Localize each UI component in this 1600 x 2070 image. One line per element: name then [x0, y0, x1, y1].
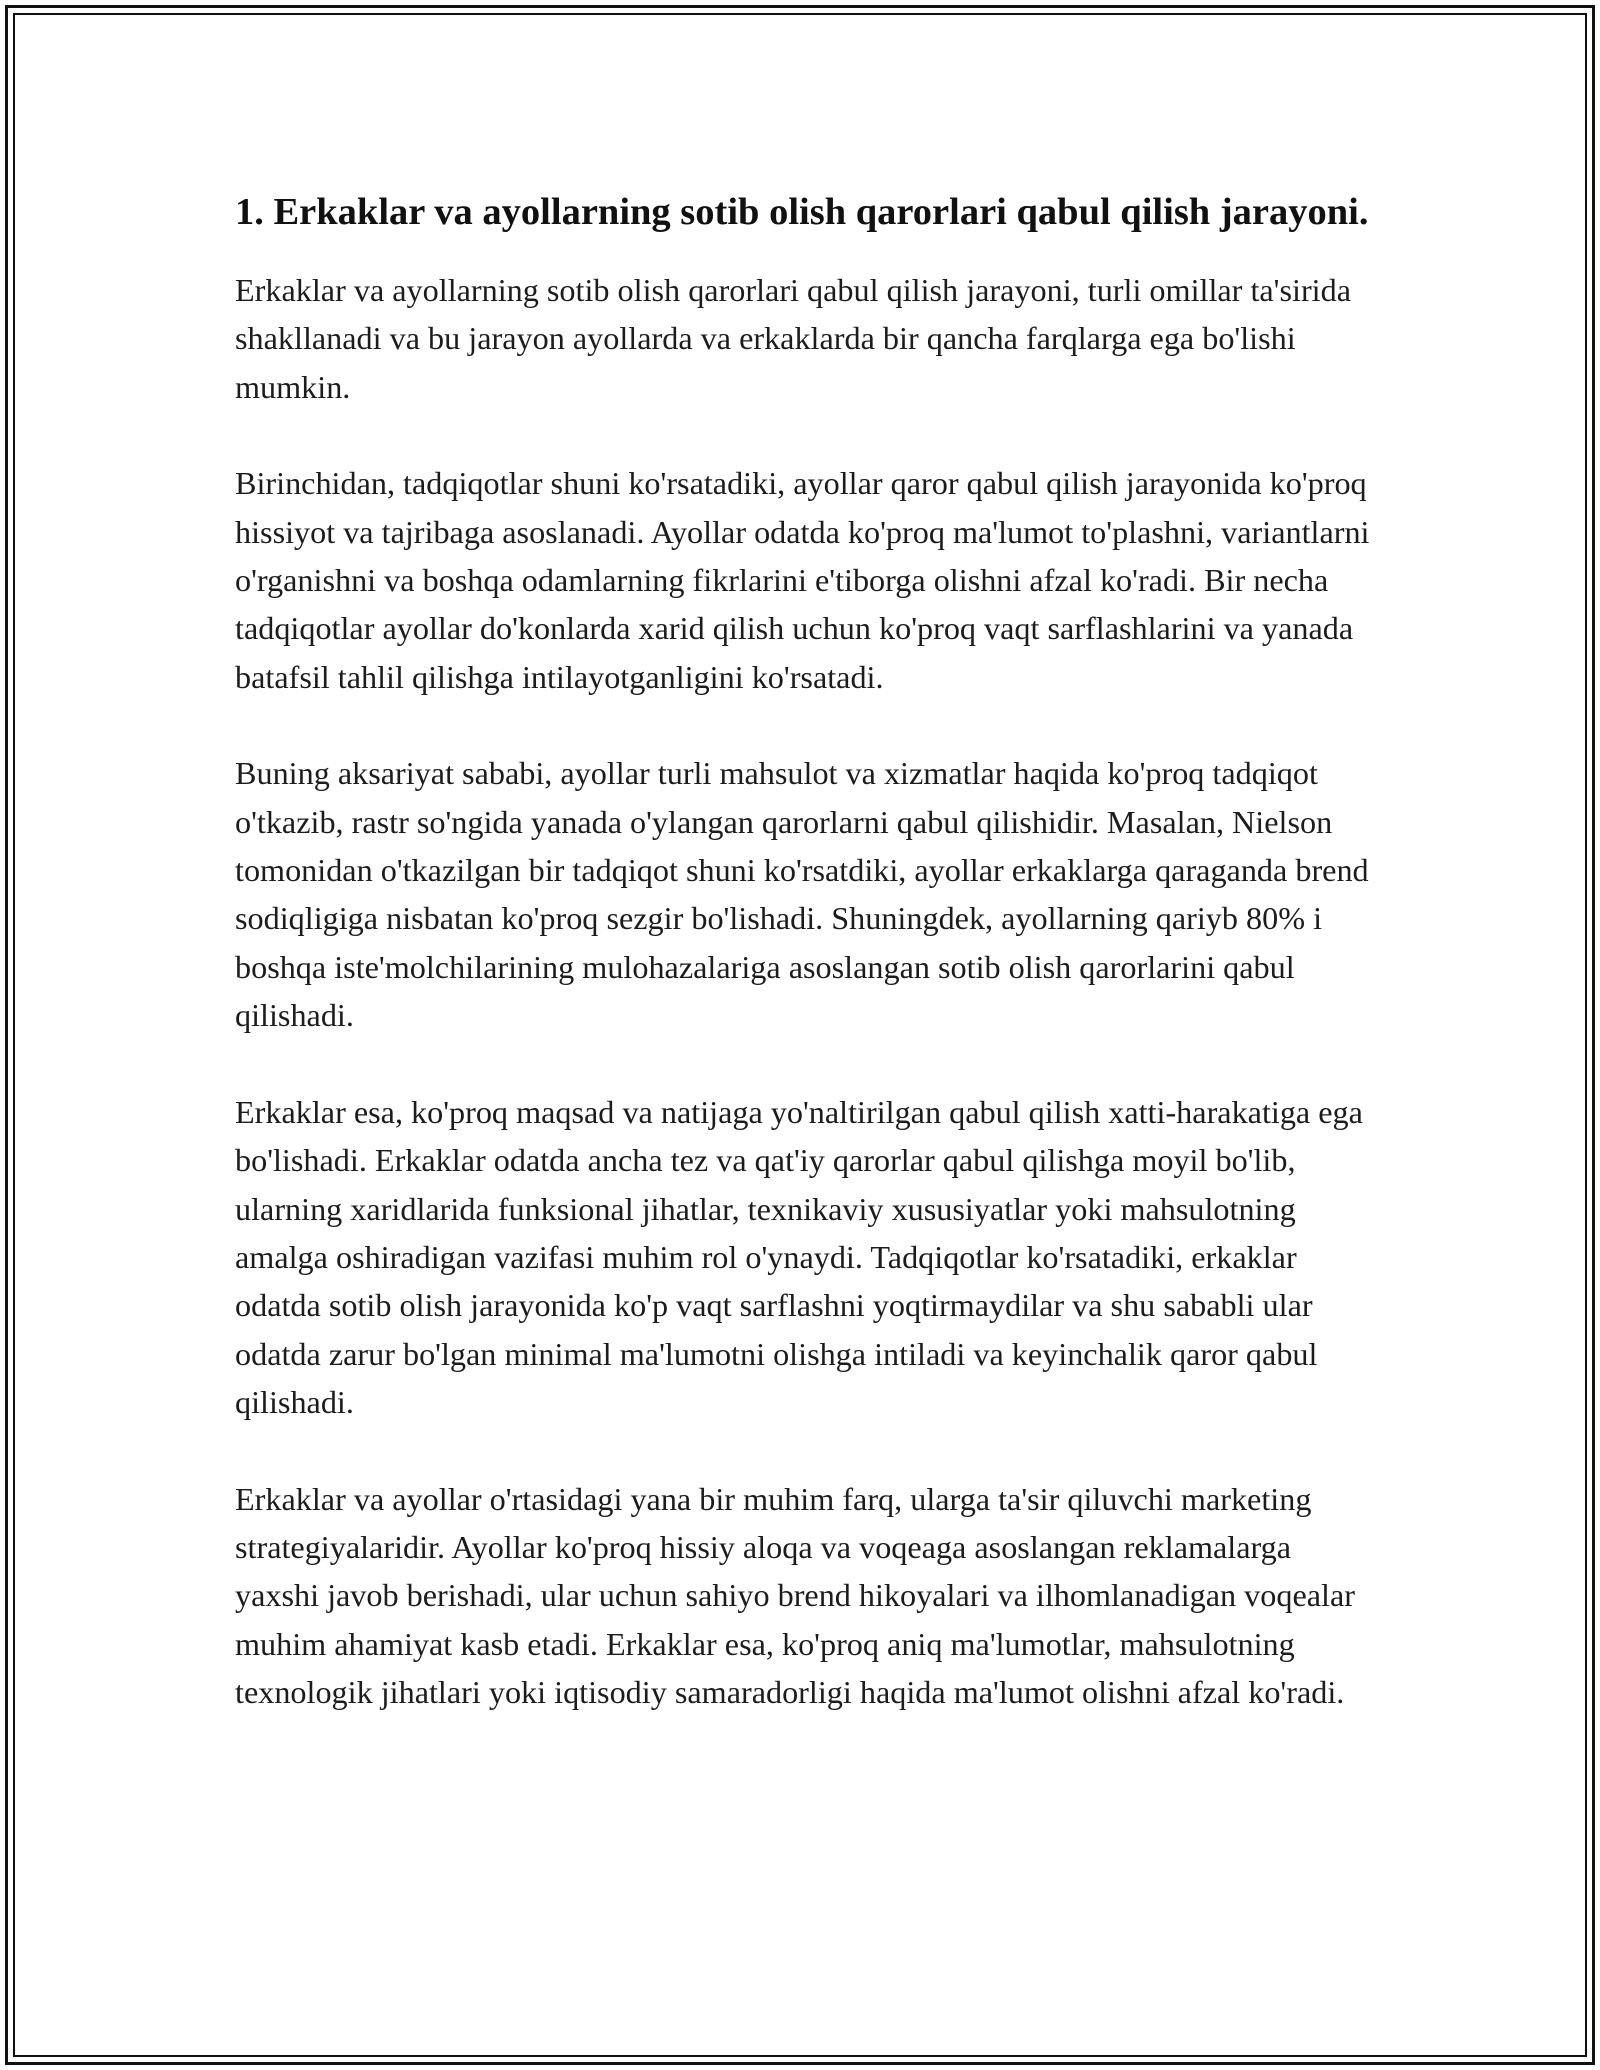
paragraph-women-research: Buning aksariyat sababi, ayollar turli mahsulot va xizmatlar haqida ko'proq tadqiqot o'tkazib, rastr so'ngida yanada o'ylangan qarorlarni qabul qilishidir. Masalan, Nielson tomonidan o'tkazilgan bir tadqiqot shuni ko'rsatdiki, ayollar erkaklarga qaraganda brend sodiqligiga nisbatan ko'proq sezgir bo'lishadi. Shuningdek, ayollarning qariyb 80% i boshqa iste'molchilarining mulohazalariga asoslangan sotib olish qarorlarini qabul qilishadi. — [235, 755, 1369, 1034]
paragraph-intro: Erkaklar va ayollarning sotib olish qarorlari qabul qilish jarayoni, turli omillar ta'sirida shakllanadi va bu jarayon ayollarda va erkaklarda bir qancha farqlarga ega bo'lishi mumkin. — [235, 272, 1351, 405]
paragraph-men-goal: Erkaklar esa, ko'proq maqsad va natijaga yo'naltirilgan qabul qilish xatti-harakatiga ega bo'lishadi. Erkaklar odatda ancha tez va qat'iy qarorlar qabul qilishga moyil bo'lib, ularning xaridlarida funksional jihatlar, texnikaviy xususiyatlar yoki mahsulotning amalga oshiradigan vazifasi muhim rol o'ynaydi. Tadqiqotlar ko'rsatadiki, erkaklar odatda sotib olish jarayonida ko'p vaqt sarflashni yoqtirmaydilar va shu sababli ular odatda zarur bo'lgan minimal ma'lumotni olishga intiladi va keyinchalik qaror qabul qilishadi. — [235, 1093, 1363, 1421]
paragraph-marketing: Erkaklar va ayollar o'rtasidagi yana bir muhim farq, ularga ta'sir qiluvchi marketing strategiyalaridir. Ayollar ko'proq hissiy aloqa va voqeaga asoslangan reklamalarga yaxshi javob berishadi, ular uchun sahiyo brend hikoyalari va ilhomlanadigan voqealar muhim ahamiyat kasb etadi. Erkaklar esa, ko'proq aniq ma'lumotlar, mahsulotning texnologik jihatlari yoki iqtisodiy samaradorligi haqida ma'lumot olishni afzal ko'radi. — [235, 1480, 1355, 1711]
document-body — [235, 186, 1375, 1765]
document-title: 1. Erkaklar va ayollarning sotib olish qarorlari qabul qilish jarayoni. — [235, 191, 1369, 233]
paragraph-women-emotion: Birinchidan, tadqiqotlar shuni ko'rsatadiki, ayollar qaror qabul qilish jarayonida ko'proq hissiyot va tajribaga asoslanadi. Ayollar odatda ko'proq ma'lumot to'plashni, variantlarni o'rganishni va boshqa odamlarning fikrlarini e'tiborga olishni afzal ko'radi. Bir necha tadqiqotlar ayollar do'konlarda xarid qilish uchun ko'proq vaqt sarflashlarini va yanada batafsil tahlil qilishga intilayotganligini ko'rsatadi. — [235, 465, 1370, 695]
